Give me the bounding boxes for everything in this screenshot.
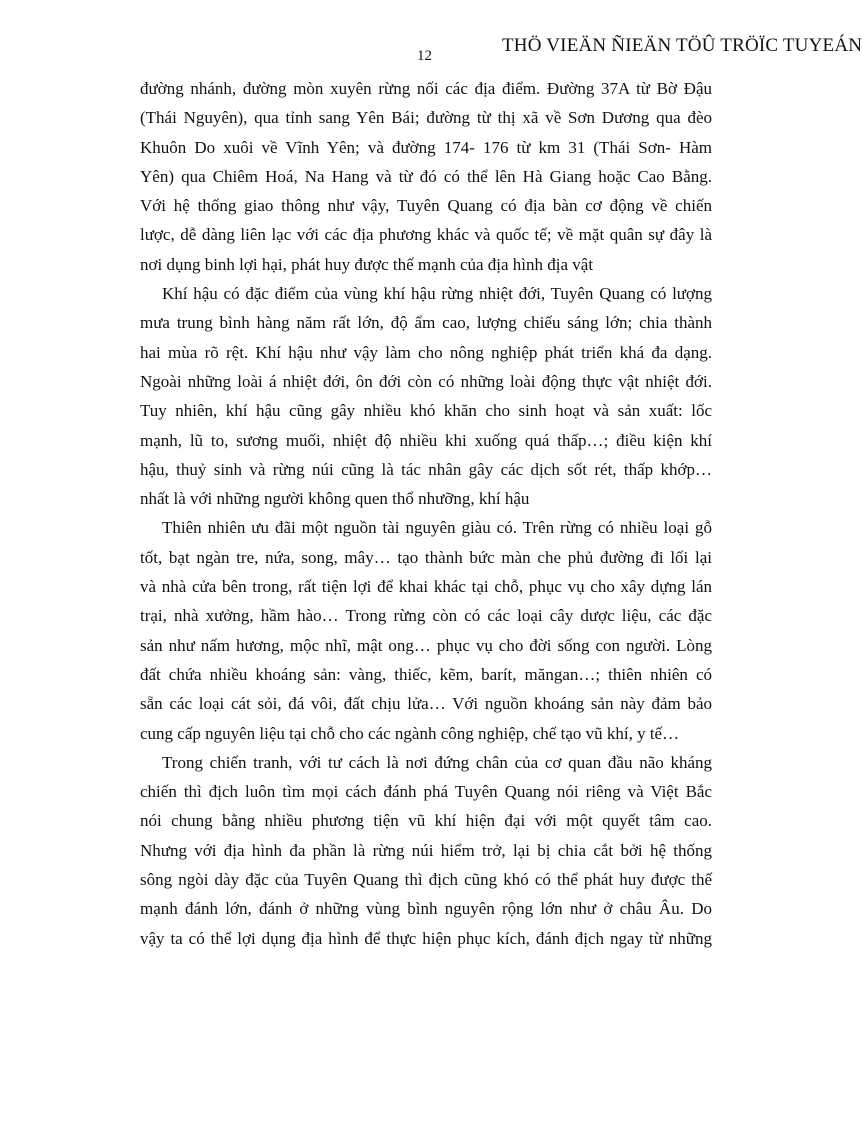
text-line: mạnh, lũ to, sương muối, nhiệt độ nhiều khi xuống quá thấp…; điều kiện khí — [140, 430, 712, 450]
header-title: THÖ VIEÄN ÑIEÄN TÖÛ TRÖÏC TUYEÁN — [502, 35, 862, 56]
text-line: và nhà cửa bên trong, rất tiện lợi để khai khác tại chỗ, phục vụ cho xây dựng lán — [140, 577, 712, 597]
text-line: Khuôn Do xuôi về Vĩnh Yên; và đường 174- 176 từ km 31 (Thái Sơn- Hàm — [140, 137, 712, 157]
text-line: Ngoài những loài á nhiệt đới, ôn đới còn có những loài động thực vật nhiệt đới. — [140, 371, 712, 391]
text-line: cung cấp nguyên liệu tại chỗ cho các ngành công nghiệp, chế tạo vũ khí, y tế… — [140, 723, 680, 743]
text-line: Khí hậu có đặc điểm của vùng khí hậu rừng nhiệt đới, Tuyên Quang có lượng — [162, 284, 712, 304]
paragraph — [140, 513, 712, 747]
paragraph — [140, 74, 712, 279]
text-line: hậu, thuỷ sinh và rừng núi cũng là tác nhân gây các dịch sốt rét, thấp khớp… — [140, 459, 712, 479]
text-line: nhất là với những người không quen thổ nhưỡng, khí hậu — [140, 489, 530, 509]
text-line: Thiên nhiên ưu đãi một nguồn tài nguyên giàu có. Trên rừng có nhiều loại gỗ — [162, 518, 712, 538]
paragraph — [140, 279, 712, 513]
text-line: mạnh đánh lớn, đánh ở những vùng bình nguyên rộng lớn như ở châu Âu. Do — [140, 899, 712, 919]
text-line: mưa trung bình hàng năm rất lớn, độ ẩm cao, lượng chiếu sáng lớn; chia thành — [140, 313, 712, 333]
text-line: trại, nhà xưởng, hầm hào… Trong rừng còn có các loại cây dược liệu, các đặc — [140, 606, 712, 626]
text-line: đường nhánh, đường mòn xuyên rừng nối các địa điểm. Đường 37A từ Bờ Đậu — [140, 79, 712, 98]
body-text — [140, 74, 712, 953]
text-line: sông ngòi dày đặc của Tuyên Quang thì địch cũng khó có thể phát huy được thế — [140, 870, 712, 890]
text-line: lược, dễ dàng liên lạc với các địa phương khác và quốc tế; về mặt quân sự đây là — [140, 225, 712, 245]
text-line: đất chứa nhiều khoáng sản: vàng, thiếc, kẽm, barít, măngan…; thiên nhiên có — [140, 664, 712, 684]
text-line: sản như nấm hương, mộc nhĩ, mật ong… phục vụ cho đời sống con người. Lòng — [140, 635, 712, 655]
text-line: vậy ta có thể lợi dụng địa hình để thực hiện phục kích, đánh địch ngay từ những — [140, 928, 712, 948]
text-line: Nhưng với địa hình đa phần là rừng núi hiểm trở, lại bị chia cắt bởi hệ thống — [140, 840, 712, 860]
paragraph — [140, 748, 712, 953]
text-line: nói chung bằng nhiều phương tiện vũ khí hiện đại với một quyết tâm cao. — [140, 811, 712, 831]
text-line: tốt, bạt ngàn tre, nứa, song, mây… tạo thành bức màn che phủ đường đi lối lại — [140, 547, 712, 567]
text-line: hai mùa rõ rệt. Khí hậu như vậy làm cho nông nghiệp phát triển khá đa dạng. — [140, 342, 712, 362]
text-line: Trong chiến tranh, với tư cách là nơi đứng chân của cơ quan đầu não kháng — [162, 752, 712, 772]
text-line: nơi dụng binh lợi hại, phát huy được thế mạnh của địa hình địa vật — [140, 254, 594, 274]
page-number: 12 — [417, 48, 432, 64]
text-line: chiến thì địch luôn tìm mọi cách đánh phá Tuyên Quang nói riêng và Việt Bắc — [140, 782, 712, 802]
text-line: Yên) qua Chiêm Hoá, Na Hang và từ đó có thể lên Hà Giang hoặc Cao Bằng. — [140, 166, 712, 186]
text-line: Với hệ thống giao thông như vậy, Tuyên Quang có địa bàn cơ động về chiến — [140, 196, 712, 216]
text-line: sẵn các loại cát sỏi, đá vôi, đất chịu lửa… Với nguồn khoáng sản này đảm bảo — [140, 694, 712, 714]
text-line: Tuy nhiên, khí hậu cũng gây nhiều khó khăn cho sinh hoạt và sản xuất: lốc — [140, 401, 712, 421]
text-line: (Thái Nguyên), qua tỉnh sang Yên Bái; đường từ thị xã về Sơn Dương qua đèo — [140, 108, 712, 128]
